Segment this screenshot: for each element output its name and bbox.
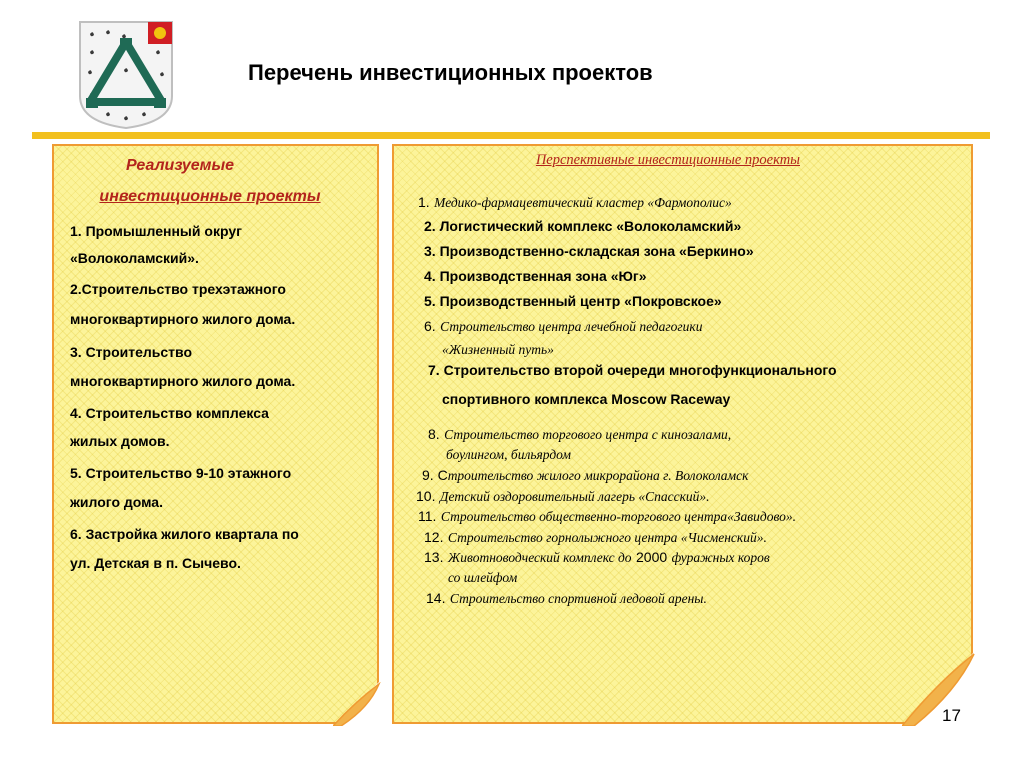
left-item: 3. Строительство — [70, 344, 193, 360]
right-item: 13. Животноводческий комплекс до 2000 фуражных коров — [424, 549, 770, 565]
page-curl-right — [902, 652, 976, 726]
left-item: 4. Строительство комплекса — [70, 405, 269, 421]
left-heading-line1: Реализуемые — [125, 157, 235, 174]
left-item: 6. Застройка жилого квартала по — [70, 526, 299, 542]
left-item: 2.Строительство трехэтажного — [70, 281, 286, 297]
right-item: 6. Строительство центра лечебной педагогики — [424, 318, 703, 334]
title-divider — [32, 132, 990, 139]
right-item: 12. Строительство горнолыжного центра «Чисменский». — [424, 529, 767, 545]
left-item: многоквартирного жилого дома. — [70, 311, 296, 327]
left-item: «Волоколамский». — [70, 250, 199, 266]
left-item: жилых домов. — [70, 433, 170, 449]
right-item: 4. Производственная зона «Юг» — [424, 268, 647, 284]
left-item: многоквартирного жилого дома. — [70, 373, 296, 389]
right-item-continuation: боулингом, бильярдом — [446, 447, 572, 462]
page-title: Перечень инвестиционных проектов — [248, 60, 653, 85]
coat-of-arms-icon — [76, 18, 176, 130]
left-item: 1. Промышленный округ — [70, 223, 242, 239]
right-item: 1. Медико-фармацевтический кластер «Фармополис» — [418, 194, 732, 210]
page-curl-left — [333, 682, 381, 726]
right-item: 2. Логистический комплекс «Волоколамский» — [424, 218, 742, 234]
left-heading-line2: инвестиционные проекты — [99, 188, 321, 205]
right-item-continuation: спортивного комплекса Moscow Raceway — [442, 391, 731, 407]
right-item: 11. Строительство общественно-торгового центра«Завидово». — [418, 508, 797, 524]
left-item: 5. Строительство 9-10 этажного — [70, 465, 292, 481]
right-item: 8. Строительство торгового центра с кинозалами, — [428, 426, 732, 442]
right-item: 14. Строительство спортивной ледовой арены. — [426, 590, 707, 606]
left-item: ул. Детская в п. Сычево. — [70, 555, 241, 571]
right-item: 7. Строительство второй очереди многофункционального — [428, 362, 837, 378]
right-item: 5. Производственный центр «Покровское» — [424, 293, 722, 309]
right-item-continuation: со шлейфом — [448, 570, 518, 585]
page-number: 17 — [942, 706, 961, 725]
right-item-continuation: «Жизненный путь» — [442, 342, 554, 357]
right-item: 10. Детский оздоровительный лагерь «Спасский». — [416, 488, 710, 504]
right-heading: Перспективные инвестиционные проекты — [535, 152, 800, 168]
left-item: жилого дома. — [70, 494, 163, 510]
right-item: 3. Производственно-складская зона «Беркино» — [424, 243, 754, 259]
right-item: 9. Строительство жилого микрорайона г. Волоколамск — [422, 467, 749, 483]
